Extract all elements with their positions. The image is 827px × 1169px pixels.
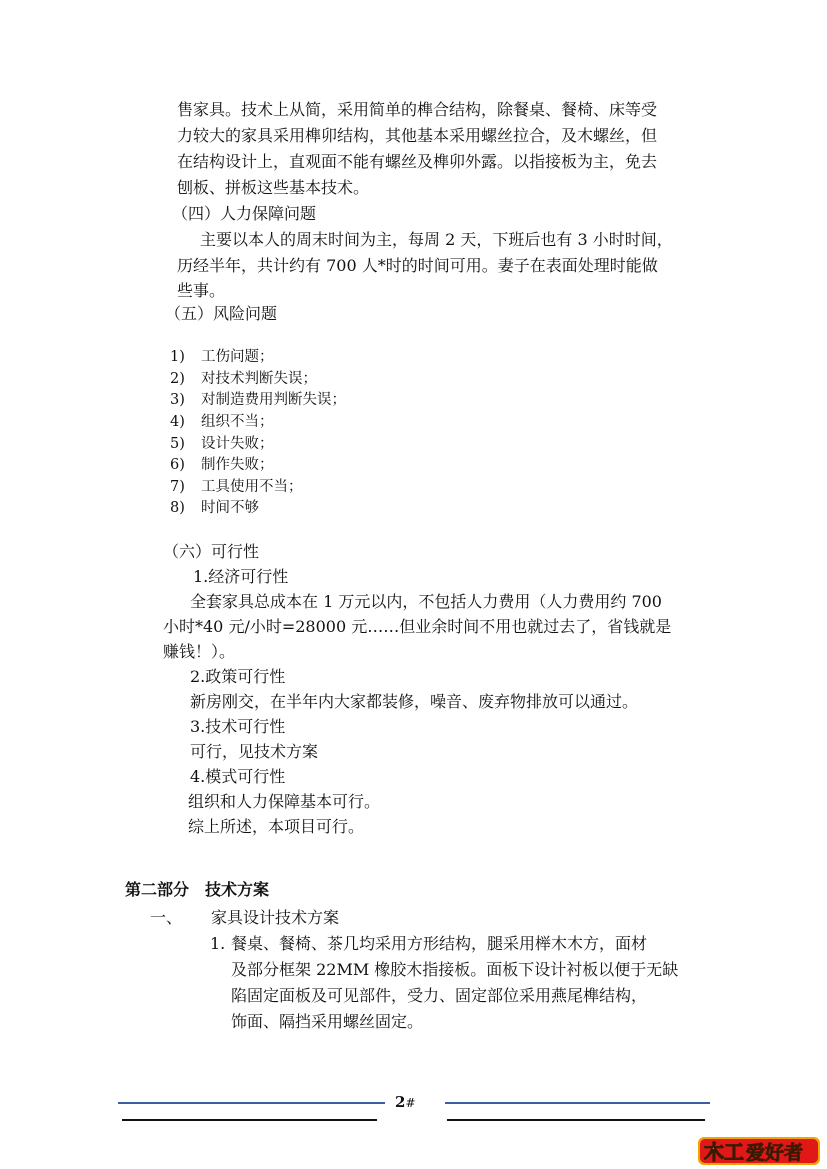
part-heading: 第二部分 技术方案: [125, 880, 270, 899]
body-line: 在结构设计上，直观面不能有螺丝及榫卯外露。以指接板为主，免去: [177, 152, 658, 171]
footer-underline-left: [122, 1119, 377, 1121]
body-line: 主要以本人的周末时间为主，每周 2 天，下班后也有 3 小时时间，: [200, 230, 673, 249]
subheading: 4.模式可行性: [190, 767, 286, 786]
list-text: 对技术判断失误；: [201, 371, 317, 387]
item-number: 1.: [210, 934, 226, 953]
list-item: [170, 434, 274, 454]
section-title: 家具设计技术方案: [211, 908, 340, 927]
body-line: 组织和人力保障基本可行。: [188, 792, 381, 811]
list-number: 1): [170, 349, 185, 365]
item-line: 陷固定面板及可见部件，受力、固定部位采用燕尾榫结构，: [231, 986, 648, 1005]
list-text: 工伤问题；: [201, 349, 274, 365]
body-line: 力较大的家具采用榫卯结构，其他基本采用螺丝拉合，及木螺丝，但: [177, 126, 658, 145]
item-line: 餐桌、餐椅、茶几均采用方形结构，腿采用榉木木方，面材: [231, 934, 648, 953]
list-number: 2): [170, 371, 185, 387]
list-number: 7): [170, 479, 185, 495]
subheading: 3.技术可行性: [190, 717, 286, 736]
footer-underline-right: [447, 1119, 705, 1121]
body-line: 新房刚交，在半年内大家都装修，噪音、废弃物排放可以通过。: [190, 692, 639, 711]
subheading: 1.经济可行性: [193, 567, 289, 586]
list-text: 制作失败；: [201, 457, 274, 473]
page-number-value: 2: [395, 1093, 406, 1111]
body-line: 小时*40 元/小时=28000 元……但业余时间不用也就过去了，省钱就是: [163, 617, 672, 636]
list-item: [170, 498, 259, 518]
body-line: 售家具。技术上从简，采用简单的榫合结构，除餐桌、餐椅、床等受: [177, 100, 658, 119]
svg-text:木工: 木工: [704, 1140, 744, 1164]
footer-rule-right: [445, 1102, 710, 1104]
body-line: 历经半年，共计约有 700 人*时的时间可用。妻子在表面处理时能做: [177, 256, 658, 275]
watermark-logo: [698, 1134, 820, 1166]
list-number: 8): [170, 500, 185, 516]
footer-rule-left: [118, 1102, 385, 1104]
svg-text:爱好者: 爱好者: [746, 1142, 804, 1164]
page-number: [395, 1093, 416, 1111]
list-text: 时间不够: [201, 500, 259, 516]
body-line: 赚钱！）。: [163, 642, 236, 661]
list-text: 设计失败；: [201, 436, 274, 452]
section-heading: （四）人力保障问题: [172, 204, 317, 223]
section-heading: （五）风险问题: [165, 304, 278, 323]
body-line: 全套家具总成本在 1 万元以内，不包括人力费用（人力费用约 700: [190, 592, 662, 611]
list-text: 对制造费用判断失误；: [201, 392, 346, 408]
list-number: 4): [170, 414, 185, 430]
list-item: [170, 390, 346, 410]
section-number: 一、: [150, 908, 183, 927]
subheading: 2.政策可行性: [190, 667, 286, 686]
list-item: [170, 477, 303, 497]
list-item: [170, 347, 274, 367]
body-line: 可行，见技术方案: [190, 742, 319, 761]
body-line: 刨板、拼板这些基本技术。: [177, 178, 370, 197]
page-number-suffix: #: [405, 1096, 416, 1110]
list-text: 工具使用不当；: [201, 479, 303, 495]
list-item: [170, 412, 274, 432]
list-number: 6): [170, 457, 185, 473]
body-line: 些事。: [177, 281, 226, 300]
body-line: 综上所述，本项目可行。: [188, 817, 365, 836]
item-line: 及部分框架 22MM 橡胶木指接板。面板下设计衬板以便于无缺: [231, 960, 679, 979]
list-number: 3): [170, 392, 185, 408]
item-line: 饰面、隔挡采用螺丝固定。: [231, 1012, 424, 1031]
section-heading: （六）可行性: [163, 542, 260, 561]
list-text: 组织不当；: [201, 414, 274, 430]
list-item: [170, 369, 317, 389]
list-item: [170, 455, 274, 475]
list-number: 5): [170, 436, 185, 452]
